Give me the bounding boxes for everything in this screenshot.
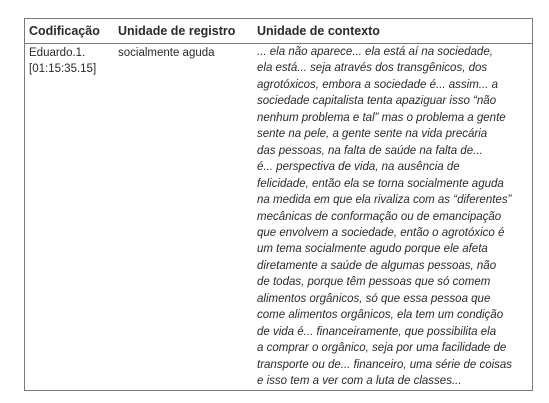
context-line: mecânicas de conformação ou de emancipação	[257, 210, 502, 223]
context-line: ... ela não aparece... ela está aí na sociedade,	[257, 46, 493, 58]
context-line: e isso tem a ver com a luta de classes...	[257, 375, 462, 388]
header-codificacao: Codificação	[29, 24, 100, 38]
cell-codificacao	[29, 45, 96, 78]
context-line: ela está... seja através dos transgênicos, dos	[257, 62, 488, 75]
codificacao-line: Eduardo.1.	[29, 47, 86, 59]
context-line: sociedade capitalista tenta apaziguar isso “não	[257, 95, 497, 108]
header-unidade-contexto: Unidade de contexto	[257, 24, 380, 38]
context-line: um tema socialmente agudo porque ele afeta	[257, 243, 488, 256]
context-line: de todas, porque têm pessoas que só comem	[257, 276, 491, 289]
cell-unidade-registro: socialmente aguda	[118, 47, 215, 59]
context-line: come alimentos orgânicos, ela tem um condição	[257, 309, 504, 322]
context-line: diretamente a saúde de algumas pessoas, não	[257, 259, 497, 272]
context-line: sente na pele, a gente sente na vida precária	[257, 128, 488, 141]
table	[24, 18, 533, 391]
context-line: que envolvem a sociedade, então o agrotóxico é	[257, 226, 505, 239]
context-line: é... perspectiva de vida, na ausência de	[257, 161, 460, 174]
header-unidade-registro: Unidade de registro	[118, 24, 236, 38]
context-line: a comprar o orgânico, seja por uma facilidade de	[257, 342, 507, 355]
codificacao-line: [01:15:35.15]	[29, 63, 97, 76]
context-line: transporte ou de... financeiro, uma série de coisas	[257, 358, 513, 371]
context-line: das pessoas, na falta de saúde na falta de...	[257, 144, 483, 157]
context-line: na medida em que ela rivaliza com as “diferentes”	[257, 194, 512, 207]
context-line: alimentos orgânicos, só que essa pessoa que	[257, 292, 491, 305]
cell-unidade-contexto	[257, 44, 529, 390]
context-line: de vida é... financeiramente, que possibilita ela	[257, 325, 497, 338]
table-header-row	[25, 19, 532, 44]
context-line: agrotóxicos, embora a sociedade é... assim... a	[257, 78, 498, 91]
context-line: nenhum problema e tal” mas o problema a gente	[257, 111, 506, 124]
context-line: felicidade, então ela se torna socialmente aguda	[257, 177, 504, 190]
